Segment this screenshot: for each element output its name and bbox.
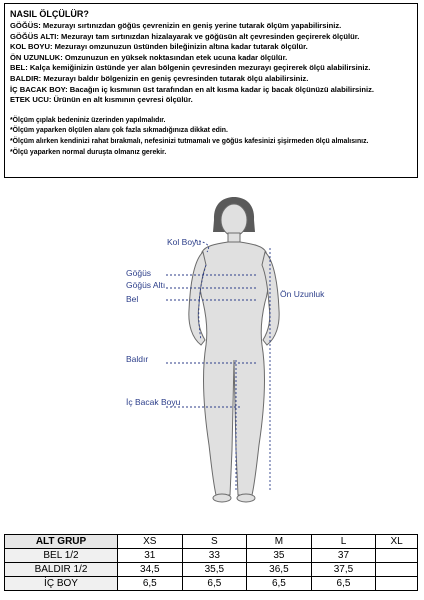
table-cell: 35	[247, 549, 312, 563]
table-cell: 34,5	[118, 563, 183, 577]
label-calf: Baldır	[126, 354, 149, 364]
note-item: *Ölçü yaparken normal duruşta olmanız gerekir.	[10, 148, 167, 156]
table-cell: 6,5	[311, 577, 376, 591]
measurement-guide	[4, 3, 418, 178]
note-item: *Ölçüm yaparken ölçülen alanı çok fazla sıkmadığınıza dikkat edin.	[10, 127, 228, 135]
table-cell	[376, 563, 418, 577]
table-cell: 37,5	[311, 563, 376, 577]
table-cell: 6,5	[182, 577, 247, 591]
table-cell: 37	[311, 549, 376, 563]
size-header: XS	[118, 535, 183, 549]
table-row	[5, 577, 418, 591]
rule-underbust: GÖĞÜS ALTI: Mezurayı tam sırtınızdan hizalayarak ve göğüsün alt çevresinden geçirerek ölçülür.	[10, 31, 360, 41]
note-item: *Ölçüm alırken kendinizi rahat bırakmalı, nefesinizi tutmamalı ve göğüs kafesinizi şişirmeden ölçü almalısınız.	[10, 137, 369, 145]
rule-waist: BEL: Kalça kemiğinizin üstünde yer alan bölgenin çevresinden mezurayı geçirerek ölçü alabilirsiniz.	[10, 63, 371, 73]
label-underbust: Göğüs Altı	[126, 280, 166, 290]
table-row	[5, 563, 418, 577]
label-sleeve-length: Kol Boyu	[167, 237, 202, 247]
size-header: L	[311, 535, 376, 549]
body-measurement-figure	[0, 190, 424, 520]
table-row	[5, 549, 418, 563]
table-cell: 6,5	[118, 577, 183, 591]
table-cell: 36,5	[247, 563, 312, 577]
rule-chest: GÖĞÜS: Mezurayı sırtınızdan göğüs çevrenizin en geniş yerine tutarak ölçüm yapabilirsiniz.	[10, 21, 342, 30]
group-header: ALT GRUP	[5, 535, 118, 549]
rule-sleeve: KOL BOYU: Mezurayı omzunuzun üstünden bileğinizin altına kadar tutarak ölçülür.	[10, 42, 308, 52]
note-item: *Ölçüm çıplak bedeniniz üzerinden yapılmalıdır.	[10, 116, 166, 124]
rule-inseam: İÇ BACAK BOY: Bacağın iç kısmının üst tarafından en alt kısma kadar iç bacak ölçünüzü alabilirsiniz.	[10, 84, 375, 94]
row-label: BEL 1/2	[5, 549, 118, 563]
size-header: XL	[376, 535, 418, 549]
label-chest: Göğüs	[126, 268, 152, 278]
size-table	[4, 534, 418, 591]
table-cell	[376, 577, 418, 591]
table-header-row	[5, 535, 418, 549]
row-label: İÇ BOY	[5, 577, 118, 591]
size-header: S	[182, 535, 247, 549]
table-cell: 31	[118, 549, 183, 563]
rule-hem: ETEK UCU: Ürünün en alt kısmının çevresi ölçülür.	[10, 95, 193, 105]
size-header: M	[247, 535, 312, 549]
row-label: BALDIR 1/2	[5, 563, 118, 577]
guide-title: NASIL ÖLÇÜLÜR?	[10, 9, 89, 19]
table-cell: 33	[182, 549, 247, 563]
table-cell: 35,5	[182, 563, 247, 577]
table-cell: 6,5	[247, 577, 312, 591]
body-silhouette	[0, 190, 424, 520]
rule-front-length: ÖN UZUNLUK: Omzunuzun en yüksek noktasından etek ucuna kadar ölçülür.	[10, 52, 288, 62]
label-waist: Bel	[126, 294, 139, 304]
table-cell	[376, 549, 418, 563]
rule-calf: BALDIR: Mezurayı baldır bölgenizin en geniş çevresinden tutarak ölçü alabilirsiniz.	[10, 73, 309, 83]
label-inseam: İç Bacak Boyu	[126, 397, 181, 407]
label-front-length: Ön Uzunluk	[280, 289, 325, 299]
notes	[10, 116, 411, 158]
